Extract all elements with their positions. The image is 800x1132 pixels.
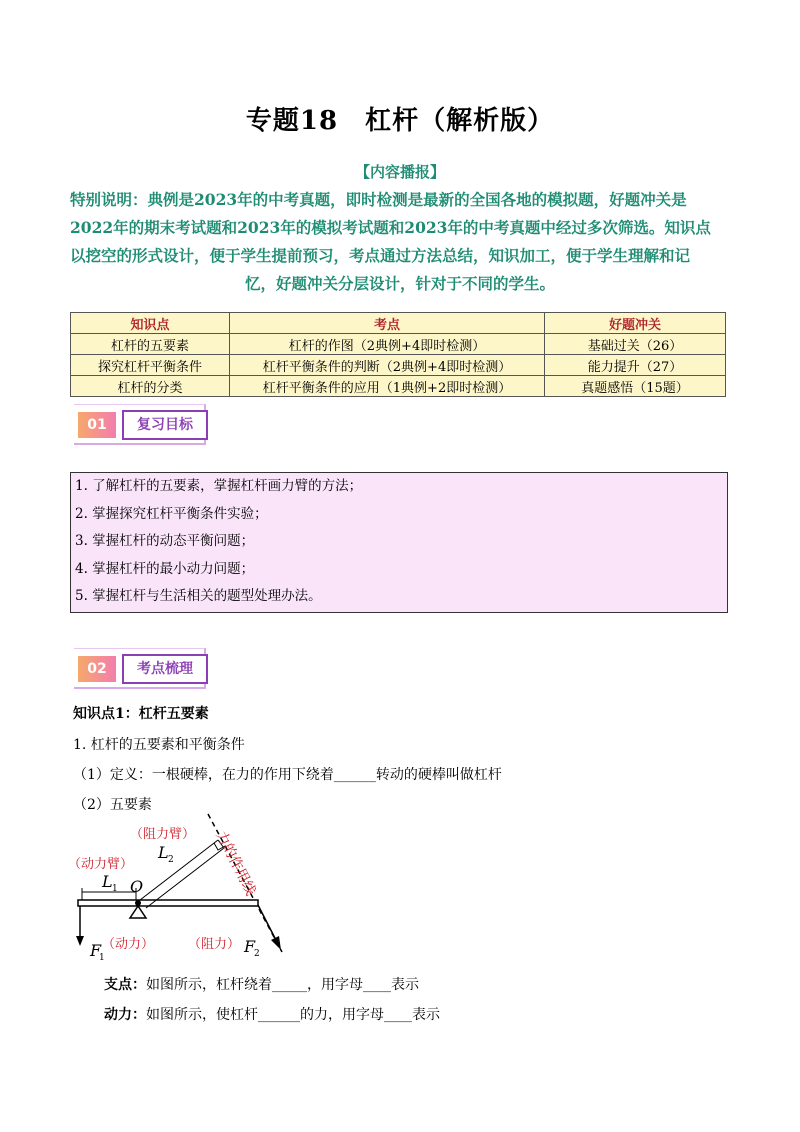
pivot-point	[135, 900, 141, 906]
overview-table	[70, 312, 726, 397]
power-term: 动力：	[104, 1007, 146, 1023]
item-heading: 1. 杠杆的五要素和平衡条件	[73, 737, 245, 753]
fulcrum-icon	[130, 906, 146, 918]
table-cell: 杠杆平衡条件的应用（1典例+2即时检测）	[230, 376, 545, 397]
resist-label: （阻力）	[188, 937, 241, 952]
power-desc: 如图所示，使杠杆______的力，用字母____表示	[146, 1007, 440, 1023]
section-number: 02	[78, 656, 116, 682]
section-header-review	[74, 404, 224, 446]
section-number: 01	[78, 412, 116, 438]
goal-item: 5. 掌握杠杆与生活相关的题型处理办法。	[75, 588, 322, 604]
fulcrum-line	[104, 974, 419, 994]
table-row	[71, 376, 726, 397]
table-cell: 真题感悟（15题）	[545, 376, 726, 397]
fulcrum-desc: 如图所示，杠杆绕着_____，用字母____表示	[146, 977, 419, 993]
power-label: （动力）	[102, 937, 155, 952]
table-header: 好题冲关	[545, 313, 726, 334]
goal-item: 4. 掌握杠杆的最小动力问题；	[75, 560, 255, 577]
table-cell: 杠杆的五要素	[71, 334, 230, 355]
intro-line: 2022年的期末考试题和2023年的模拟考试题和2023年的中考真题中经过多次筛选。知识点	[70, 218, 711, 237]
table-cell: 杠杆的作图（2典例+4即时检测）	[230, 334, 545, 355]
intro-line: 特别说明：典例是2023年的中考真题，即时检测是最新的全国各地的模拟题，好题冲关是	[70, 190, 687, 209]
content-tag: 【内容播报】	[354, 163, 445, 181]
o-label: O	[130, 877, 144, 896]
knowledge-point-heading: 知识点1：杠杆五要素	[73, 706, 209, 722]
table-header: 考点	[230, 313, 545, 334]
resist-arm-label: （阻力臂）	[130, 827, 196, 842]
goals-box	[70, 472, 728, 613]
goal-item: 3. 掌握杠杆的动态平衡问题；	[75, 533, 255, 549]
line-of-action-label: 力的作用线	[212, 828, 259, 899]
power-arm-label: （动力臂）	[68, 857, 134, 872]
f2-label: F	[244, 937, 256, 956]
arrow-head-icon	[271, 936, 281, 950]
power-line	[104, 1004, 440, 1024]
page-title: 专题18 杠杆（解析版）	[245, 106, 555, 136]
f2-subscript: 2	[254, 949, 260, 959]
table-row	[71, 334, 726, 355]
intro-line: 忆，好题冲关分层设计，针对于不同的学生。	[244, 274, 555, 293]
table-cell: 杠杆平衡条件的判断（2典例+4即时检测）	[230, 355, 545, 376]
l1-label: L	[102, 872, 113, 891]
f1-subscript: 1	[99, 953, 105, 962]
table-row	[71, 355, 726, 376]
section-label: 复习目标	[122, 410, 208, 440]
table-header-row	[71, 313, 726, 334]
lever-bar	[78, 900, 258, 906]
table-cell: 基础过关（26）	[545, 334, 726, 355]
intro-line: 以挖空的形式设计，便于学生提前预习，考点通过方法总结，知识加工，便于学生理解和记	[70, 246, 691, 265]
fulcrum-term: 支点：	[104, 977, 146, 993]
l2-label: L	[158, 843, 169, 862]
lever-diagram	[68, 812, 298, 962]
f1-label: F	[90, 941, 102, 960]
definition-line: （1）定义：一根硬棒，在力的作用下绕着______转动的硬棒叫做杠杆	[73, 767, 502, 783]
l2-arm	[140, 840, 218, 900]
five-elements-line: （2）五要素	[73, 797, 152, 813]
goal-item: 2. 掌握探究杠杆平衡条件实验；	[75, 505, 268, 522]
table-cell: 杠杆的分类	[71, 376, 230, 397]
table-cell: 探究杠杆平衡条件	[71, 355, 230, 376]
table-cell: 能力提升（27）	[545, 355, 726, 376]
goal-item: 1. 了解杠杆的五要素，掌握杠杆画力臂的方法；	[75, 478, 363, 494]
l1-subscript: 1	[112, 884, 118, 894]
l2-subscript: 2	[168, 855, 174, 865]
table-header: 知识点	[71, 313, 230, 334]
intro-paragraph	[70, 186, 730, 298]
section-label: 考点梳理	[122, 654, 208, 684]
arrow-head-icon	[76, 936, 84, 946]
section-header-points	[74, 648, 224, 690]
